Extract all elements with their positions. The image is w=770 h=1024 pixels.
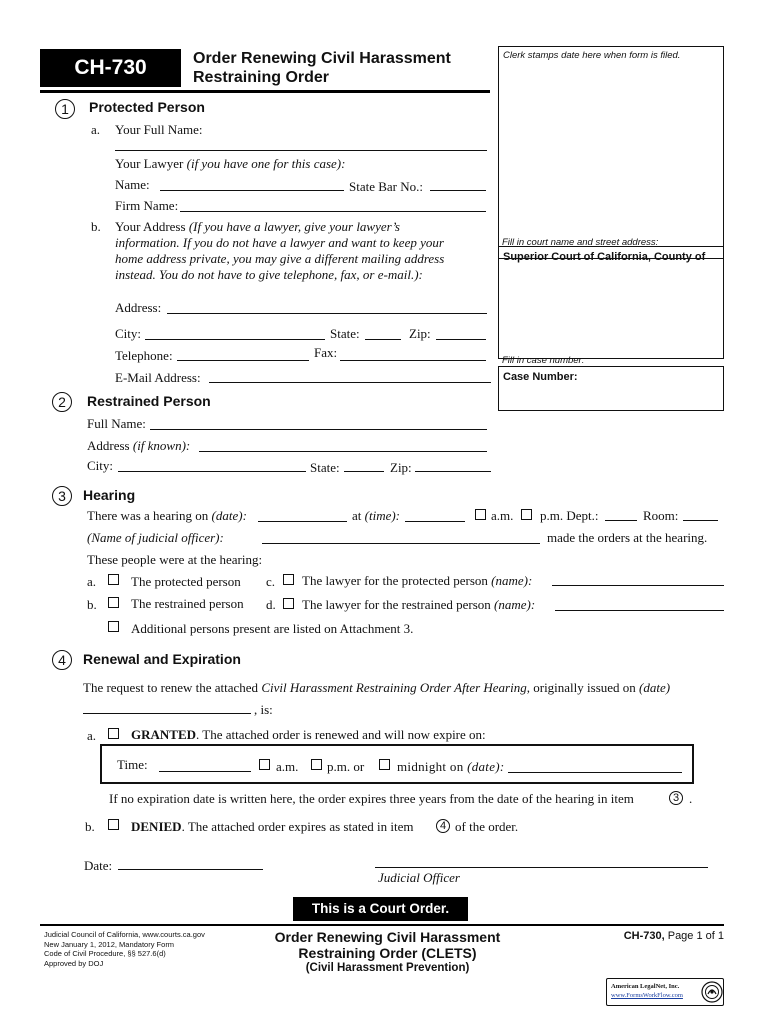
restrained-address-label [87, 438, 190, 454]
no-expiration-period: . [689, 791, 693, 806]
granted-label: GRANTED [131, 727, 197, 742]
people-at-hearing-text: These people were at the hearing: [87, 552, 263, 567]
denied-rest: . The attached order expires as stated in item [181, 819, 414, 834]
item-4b-letter: b. [85, 819, 95, 834]
hearing-time-label [352, 508, 400, 524]
footer-line-4: Approved by DOJ [44, 958, 104, 968]
expire-date-field[interactable] [508, 772, 682, 773]
footer-title [245, 929, 530, 976]
restrained-lawyer-label [302, 597, 535, 613]
your-full-name-field[interactable] [115, 150, 487, 151]
protected-lawyer-label [302, 573, 532, 589]
legalnet-logo-icon [701, 981, 723, 1003]
restrained-zip-field[interactable] [415, 471, 491, 472]
clerk-stamp-box [498, 46, 724, 259]
your-lawyer-text: Your Lawyer [115, 156, 187, 171]
expire-time-label: Time: [117, 757, 148, 772]
item-4-reference: 4 [436, 819, 450, 833]
page-count: Page 1 of 1 [664, 930, 724, 942]
made-orders-text: made the orders at the hearing. [547, 530, 708, 545]
state-label: State: [330, 326, 360, 341]
legalnet-link[interactable]: www.FormsWorkFlow.com [611, 992, 683, 999]
item-3a-letter: a. [87, 574, 97, 589]
case-number-box[interactable] [498, 366, 724, 411]
case-number-label: Case Number: [503, 371, 578, 383]
renewal-request-part-3: , originally issued on [526, 680, 640, 695]
your-lawyer-label [115, 156, 345, 172]
footer-line-2: New January 1, 2012, Mandatory Form [44, 939, 175, 949]
item-1b-letter: b. [91, 219, 101, 234]
item-4a-letter: a. [87, 728, 97, 743]
additional-persons-label: Additional persons present are listed on Attachment 3. [131, 621, 414, 636]
restrained-full-name-field[interactable] [150, 429, 487, 430]
expire-midnight-note: (date): [467, 759, 505, 774]
is-text: , is: [254, 702, 273, 717]
address-label: Address: [115, 300, 162, 315]
renewal-request-part-4: (date) [639, 680, 671, 695]
legalnet-name: American LegalNet, Inc. [611, 983, 680, 990]
footer-line-3: Code of Civil Procedure, §§ 527.6(d) [44, 949, 166, 958]
protected-person-checkbox[interactable] [108, 574, 119, 585]
section-3-title: Hearing [83, 487, 136, 503]
footer-rule [40, 924, 724, 926]
fax-field[interactable] [340, 360, 486, 361]
judicial-officer-field[interactable] [262, 543, 540, 544]
judicial-signature-field[interactable] [375, 867, 708, 868]
expire-midnight-checkbox[interactable] [379, 759, 390, 770]
protected-lawyer-checkbox[interactable] [283, 574, 294, 585]
state-field[interactable] [365, 339, 401, 340]
hearing-date-note: (date): [211, 508, 247, 523]
footer-title-line2: Restraining Order (CLETS) [298, 945, 477, 961]
restrained-city-label: City: [87, 458, 114, 473]
expire-midnight-text: midnight on [397, 759, 468, 774]
section-3-number: 3 [52, 486, 72, 506]
footer-line-1: Judicial Council of California, www.courts.ca.gov [44, 930, 205, 939]
lawyer-name-field[interactable] [160, 190, 344, 191]
hearing-time-text: at [352, 508, 365, 523]
clerk-stamp-note: Clerk stamps date here when form is filed. [503, 50, 681, 61]
your-address-note-3: home address private, you may give a different mailing address [115, 251, 445, 266]
protected-lawyer-note: (name): [491, 573, 533, 588]
protected-lawyer-text: The lawyer for the protected person [302, 573, 492, 588]
restrained-lawyer-name-field[interactable] [555, 610, 724, 611]
hearing-am-checkbox[interactable] [475, 509, 486, 520]
state-bar-label: State Bar No.: [349, 179, 424, 194]
footer-title-line3: (Civil Harassment Prevention) [305, 962, 470, 974]
city-label: City: [115, 326, 142, 341]
restrained-address-text: Address [87, 438, 133, 453]
restrained-lawyer-text: The lawyer for the restrained person [302, 597, 495, 612]
your-full-name-label: Your Full Name: [115, 122, 203, 137]
address-field[interactable] [167, 313, 487, 314]
restrained-person-checkbox[interactable] [108, 597, 119, 608]
judicial-officer-label: (Name of judicial officer): [87, 530, 224, 545]
case-fill-note: Fill in case number: [502, 355, 585, 366]
your-address-note-1: (If you have a lawyer, give your lawyer’s [188, 219, 400, 234]
additional-persons-checkbox[interactable] [108, 621, 119, 632]
expire-pm-label: p.m. or [327, 759, 365, 774]
renewal-request-part-1: The request to renew the attached [83, 680, 262, 695]
signature-date-label: Date: [84, 858, 113, 873]
room-label: Room: [643, 508, 679, 523]
court-fill-note: Fill in court name and street address: [502, 237, 659, 248]
granted-checkbox[interactable] [108, 728, 119, 739]
form-title-line1: Order Renewing Civil Harassment [193, 50, 451, 67]
legalnet-badge [606, 978, 724, 1006]
restrained-address-note: (if known): [132, 438, 191, 453]
expire-am-checkbox[interactable] [259, 759, 270, 770]
expire-time-field[interactable] [159, 771, 251, 772]
your-address-note-4: instead. You do not have to give telephone, fax, or e-mail.): [115, 267, 423, 282]
item-3d-letter: d. [266, 597, 276, 612]
section-4-number: 4 [52, 650, 72, 670]
section-2-title: Restrained Person [87, 393, 211, 409]
your-address-text: Your Address [115, 219, 189, 234]
form-number-badge: CH-730 [40, 49, 181, 87]
expire-am-label: a.m. [276, 759, 299, 774]
restrained-zip-label: Zip: [390, 460, 412, 475]
room-field[interactable] [683, 520, 718, 521]
state-bar-field[interactable] [430, 190, 486, 191]
hearing-time-field[interactable] [405, 521, 465, 522]
section-1-number: 1 [55, 99, 75, 119]
protected-lawyer-name-field[interactable] [552, 585, 724, 586]
city-field[interactable] [145, 339, 325, 340]
hearing-date-text: There was a hearing on [87, 508, 212, 523]
page-number [600, 930, 724, 942]
item-3c-letter: c. [266, 574, 276, 589]
judicial-officer-caption: Judicial Officer [378, 870, 460, 885]
section-4-title: Renewal and Expiration [83, 651, 241, 667]
firm-name-label: Firm Name: [115, 198, 179, 213]
granted-rest: . The attached order is renewed and will now expire on: [196, 727, 486, 742]
zip-field[interactable] [436, 339, 486, 340]
form-title-line2: Restraining Order [193, 69, 330, 86]
footer-title-line1: Order Renewing Civil Harassment [274, 929, 501, 945]
granted-text [131, 727, 486, 743]
item-3-reference: 3 [669, 791, 683, 805]
firm-name-field[interactable] [180, 211, 486, 212]
zip-label: Zip: [409, 326, 431, 341]
restrained-city-field[interactable] [118, 471, 306, 472]
hearing-time-note: (time): [364, 508, 401, 523]
telephone-label: Telephone: [115, 348, 173, 363]
restrained-lawyer-checkbox[interactable] [283, 598, 294, 609]
your-address-note-2: information. If you do not have a lawyer and want to keep your [115, 235, 444, 250]
restrained-full-name-label: Full Name: [87, 416, 146, 431]
your-lawyer-note: (if you have one for this case): [186, 156, 346, 171]
expire-midnight-label [397, 759, 505, 775]
hearing-date-label [87, 508, 247, 524]
item-1a-letter: a. [91, 122, 101, 137]
denied-checkbox[interactable] [108, 819, 119, 830]
your-address-instructions [115, 219, 495, 283]
hearing-am-label: a.m. [491, 508, 514, 523]
original-issue-date-field[interactable] [83, 713, 251, 714]
item-3b-letter: b. [87, 597, 97, 612]
court-name-label: Superior Court of California, County of [503, 251, 706, 263]
renewal-request-part-2: Civil Harassment Restraining Order After Hearing [261, 680, 527, 695]
restrained-lawyer-note: (name): [494, 597, 536, 612]
section-1-title: Protected Person [89, 99, 205, 115]
renewal-request-text [83, 680, 670, 696]
court-order-banner: This is a Court Order. [293, 897, 468, 921]
hearing-date-field[interactable] [258, 521, 347, 522]
hearing-pm-checkbox[interactable] [521, 509, 532, 520]
lawyer-name-label: Name: [115, 177, 150, 192]
footer-left-info [44, 930, 205, 968]
denied-label: DENIED [131, 819, 182, 834]
court-name-box[interactable] [498, 246, 724, 359]
denied-rest-end: of the order. [455, 819, 519, 834]
protected-person-label: The protected person [131, 574, 241, 589]
page-form-number: CH-730, [623, 930, 665, 942]
email-field[interactable] [209, 382, 491, 383]
denied-text [131, 819, 413, 835]
form-title [193, 49, 451, 87]
telephone-field[interactable] [177, 360, 309, 361]
fax-label: Fax: [314, 345, 338, 360]
restrained-address-field[interactable] [199, 451, 487, 452]
expire-pm-checkbox[interactable] [311, 759, 322, 770]
section-2-number: 2 [52, 392, 72, 412]
restrained-person-label: The restrained person [131, 596, 244, 611]
signature-date-field[interactable] [118, 869, 263, 870]
hearing-pm-dept-label: p.m. Dept.: [540, 508, 599, 523]
no-expiration-text: If no expiration date is written here, the order expires three years from the date of the hearing in item [109, 791, 634, 806]
dept-field[interactable] [605, 520, 637, 521]
header-rule [40, 90, 490, 93]
email-label: E-Mail Address: [115, 370, 201, 385]
restrained-state-field[interactable] [344, 471, 384, 472]
restrained-state-label: State: [310, 460, 340, 475]
